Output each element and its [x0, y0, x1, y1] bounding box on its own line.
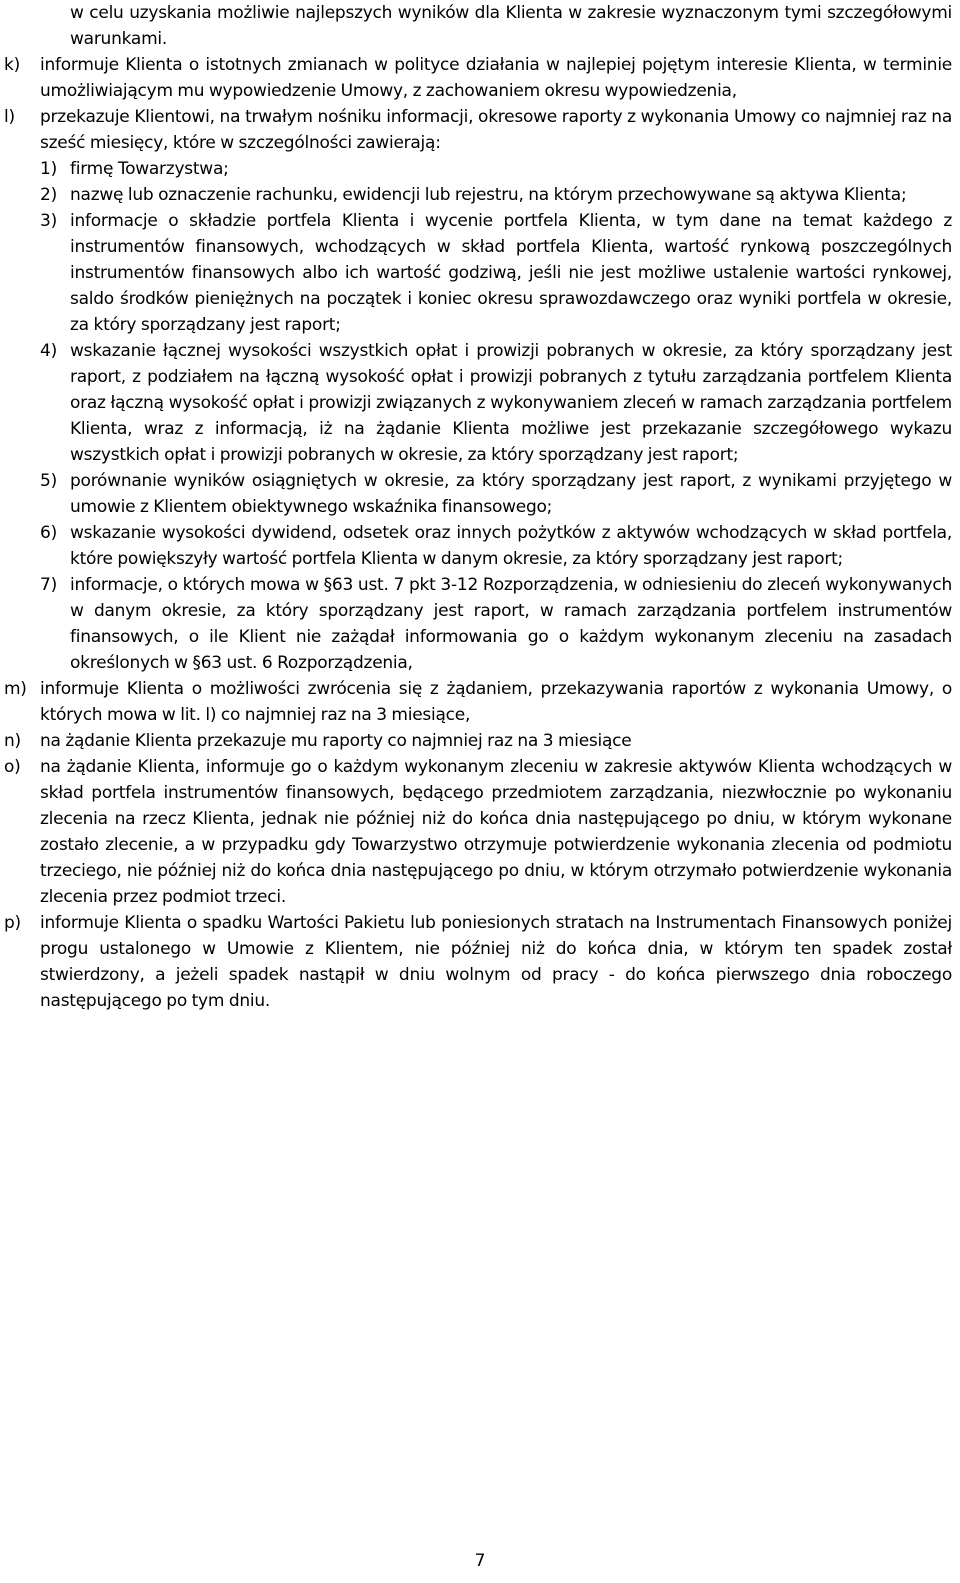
sublist-marker: 3): [40, 211, 57, 231]
sublist-item-7: [0, 572, 960, 676]
list-item-o: [0, 754, 960, 910]
list-item-text: informuje Klienta o istotnych zmianach w polityce działania w najlepiej pojętym interesie Klienta, w terminie umożliwiającym mu wypowiedzenie Umowy, z zachowaniem okresu wypowiedzenia,: [40, 55, 952, 101]
sublist-item-text: informacje, o których mowa w §63 ust. 7 pkt 3-12 Rozporządzenia, w odniesieniu do zleceń wykonywanych w danym okresie, za który sporządzany jest raport, w ramach zarządzania portfelem instrumentów finansowych, o ile Klient nie zażądał informowania go o każdym wykonanym zleceniu na zasadach określonych w §63 ust. 6 Rozporządzenia,: [70, 575, 952, 673]
list-item-l: [0, 104, 960, 156]
sublist-item-text: wskazanie łącznej wysokości wszystkich opłat i prowizji pobranych w okresie, za który sporządzany jest raport, z podziałem na łączną wysokość opłat i prowizji pobranych z tytułu zarządzania portfelem Klienta oraz łączną wysokość opłat i prowizji związanych z wykonywaniem zleceń w ramach zarządzania portfelem Klienta, wraz z informacją, iż na żądanie Klienta możliwe jest przekazanie szczegółowego wykazu wszystkich opłat i prowizji pobranych w okresie, za który sporządzany jest raport;: [70, 341, 952, 465]
list-marker: k): [4, 55, 20, 75]
list-marker: o): [4, 757, 21, 777]
list-item-n: [0, 728, 960, 754]
sublist-marker: 4): [40, 341, 57, 361]
list-item-text: na żądanie Klienta przekazuje mu raporty co najmniej raz na 3 miesiące: [40, 731, 632, 751]
sublist-marker: 7): [40, 575, 57, 595]
list-item-text: przekazuje Klientowi, na trwałym nośniku informacji, okresowe raporty z wykonania Umowy co najmniej raz na sześć miesięcy, które w szczególności zawierają:: [40, 107, 952, 153]
sublist-item-text: informacje o składzie portfela Klienta i wycenie portfela Klienta, w tym dane na temat każdego z instrumentów finansowych, wchodzących w skład portfela Klienta, wartość rynkową poszczególnych instrumentów finansowych albo ich wartość godziwą, jeśli nie jest możliwe ustalenie wartości rynkowej, saldo środków pieniężnych na początek i koniec okresu sprawozdawczego oraz wyniki portfela w okresie, za który sporządzany jest raport;: [70, 211, 952, 335]
sublist-item-6: [0, 520, 960, 572]
continuation-paragraph: [0, 0, 960, 52]
list-item-k: [0, 52, 960, 104]
list-item-m: [0, 676, 960, 728]
sublist-item-4: [0, 338, 960, 468]
sublist-marker: 5): [40, 471, 57, 491]
continuation-text: w celu uzyskania możliwie najlepszych wyników dla Klienta w zakresie wyznaczonym tymi szczegółowymi warunkami.: [70, 3, 952, 49]
list-item-text: informuje Klienta o spadku Wartości Pakietu lub poniesionych stratach na Instrumentach Finansowych poniżej progu ustalonego w Umowie z Klientem, nie później niż do końca dnia, w którym ten spadek został stwierdzony, a jeżeli spadek nastąpił w dniu wolnym od pracy - do końca pierwszego dnia roboczego następującego po tym dniu.: [40, 913, 952, 1011]
list-item-text: informuje Klienta o możliwości zwrócenia się z żądaniem, przekazywania raportów z wykonania Umowy, o których mowa w lit. l) co najmniej raz na 3 miesiące,: [40, 679, 952, 725]
page-number: 7: [474, 1551, 486, 1571]
sublist-item-3: [0, 208, 960, 338]
list-marker: m): [4, 679, 27, 699]
sublist-item-text: firmę Towarzystwa;: [70, 159, 229, 179]
list-marker: n): [4, 731, 21, 751]
sublist-item-text: porównanie wyników osiągniętych w okresie, za który sporządzany jest raport, z wynikami przyjętego w umowie z Klientem obiektywnego wskaźnika finansowego;: [70, 471, 952, 517]
sublist-item-2: [0, 182, 960, 208]
list-marker: l): [4, 107, 15, 127]
sublist-marker: 6): [40, 523, 57, 543]
sublist-item-5: [0, 468, 960, 520]
sublist-marker: 2): [40, 185, 57, 205]
list-marker: p): [4, 913, 21, 933]
sublist-item-text: nazwę lub oznaczenie rachunku, ewidencji lub rejestru, na którym przechowywane są aktywa Klienta;: [70, 185, 907, 205]
sublist-item-1: [0, 156, 960, 182]
sublist-item-text: wskazanie wysokości dywidend, odsetek oraz innych pożytków z aktywów wchodzących w skład portfela, które powiększyły wartość portfela Klienta w danym okresie, za który sporządzany jest raport;: [70, 523, 952, 569]
list-item-text: na żądanie Klienta, informuje go o każdym wykonanym zleceniu w zakresie aktywów Klienta wchodzących w skład portfela instrumentów finansowych, będącego przedmiotem zarządzania, niezwłocznie po wykonaniu zlecenia na rzecz Klienta, jednak nie później niż do końca dnia następującego po dniu, w którym wykonane zostało zlecenie, a w przypadku gdy Towarzystwo otrzymuje potwierdzenie wykonania zlecenia od podmiotu trzeciego, nie później niż do końca dnia następującego po dniu, w którym otrzymało potwierdzenie wykonania zlecenia przez podmiot trzeci.: [40, 757, 952, 907]
sublist-marker: 1): [40, 159, 57, 179]
list-item-p: [0, 910, 960, 1014]
